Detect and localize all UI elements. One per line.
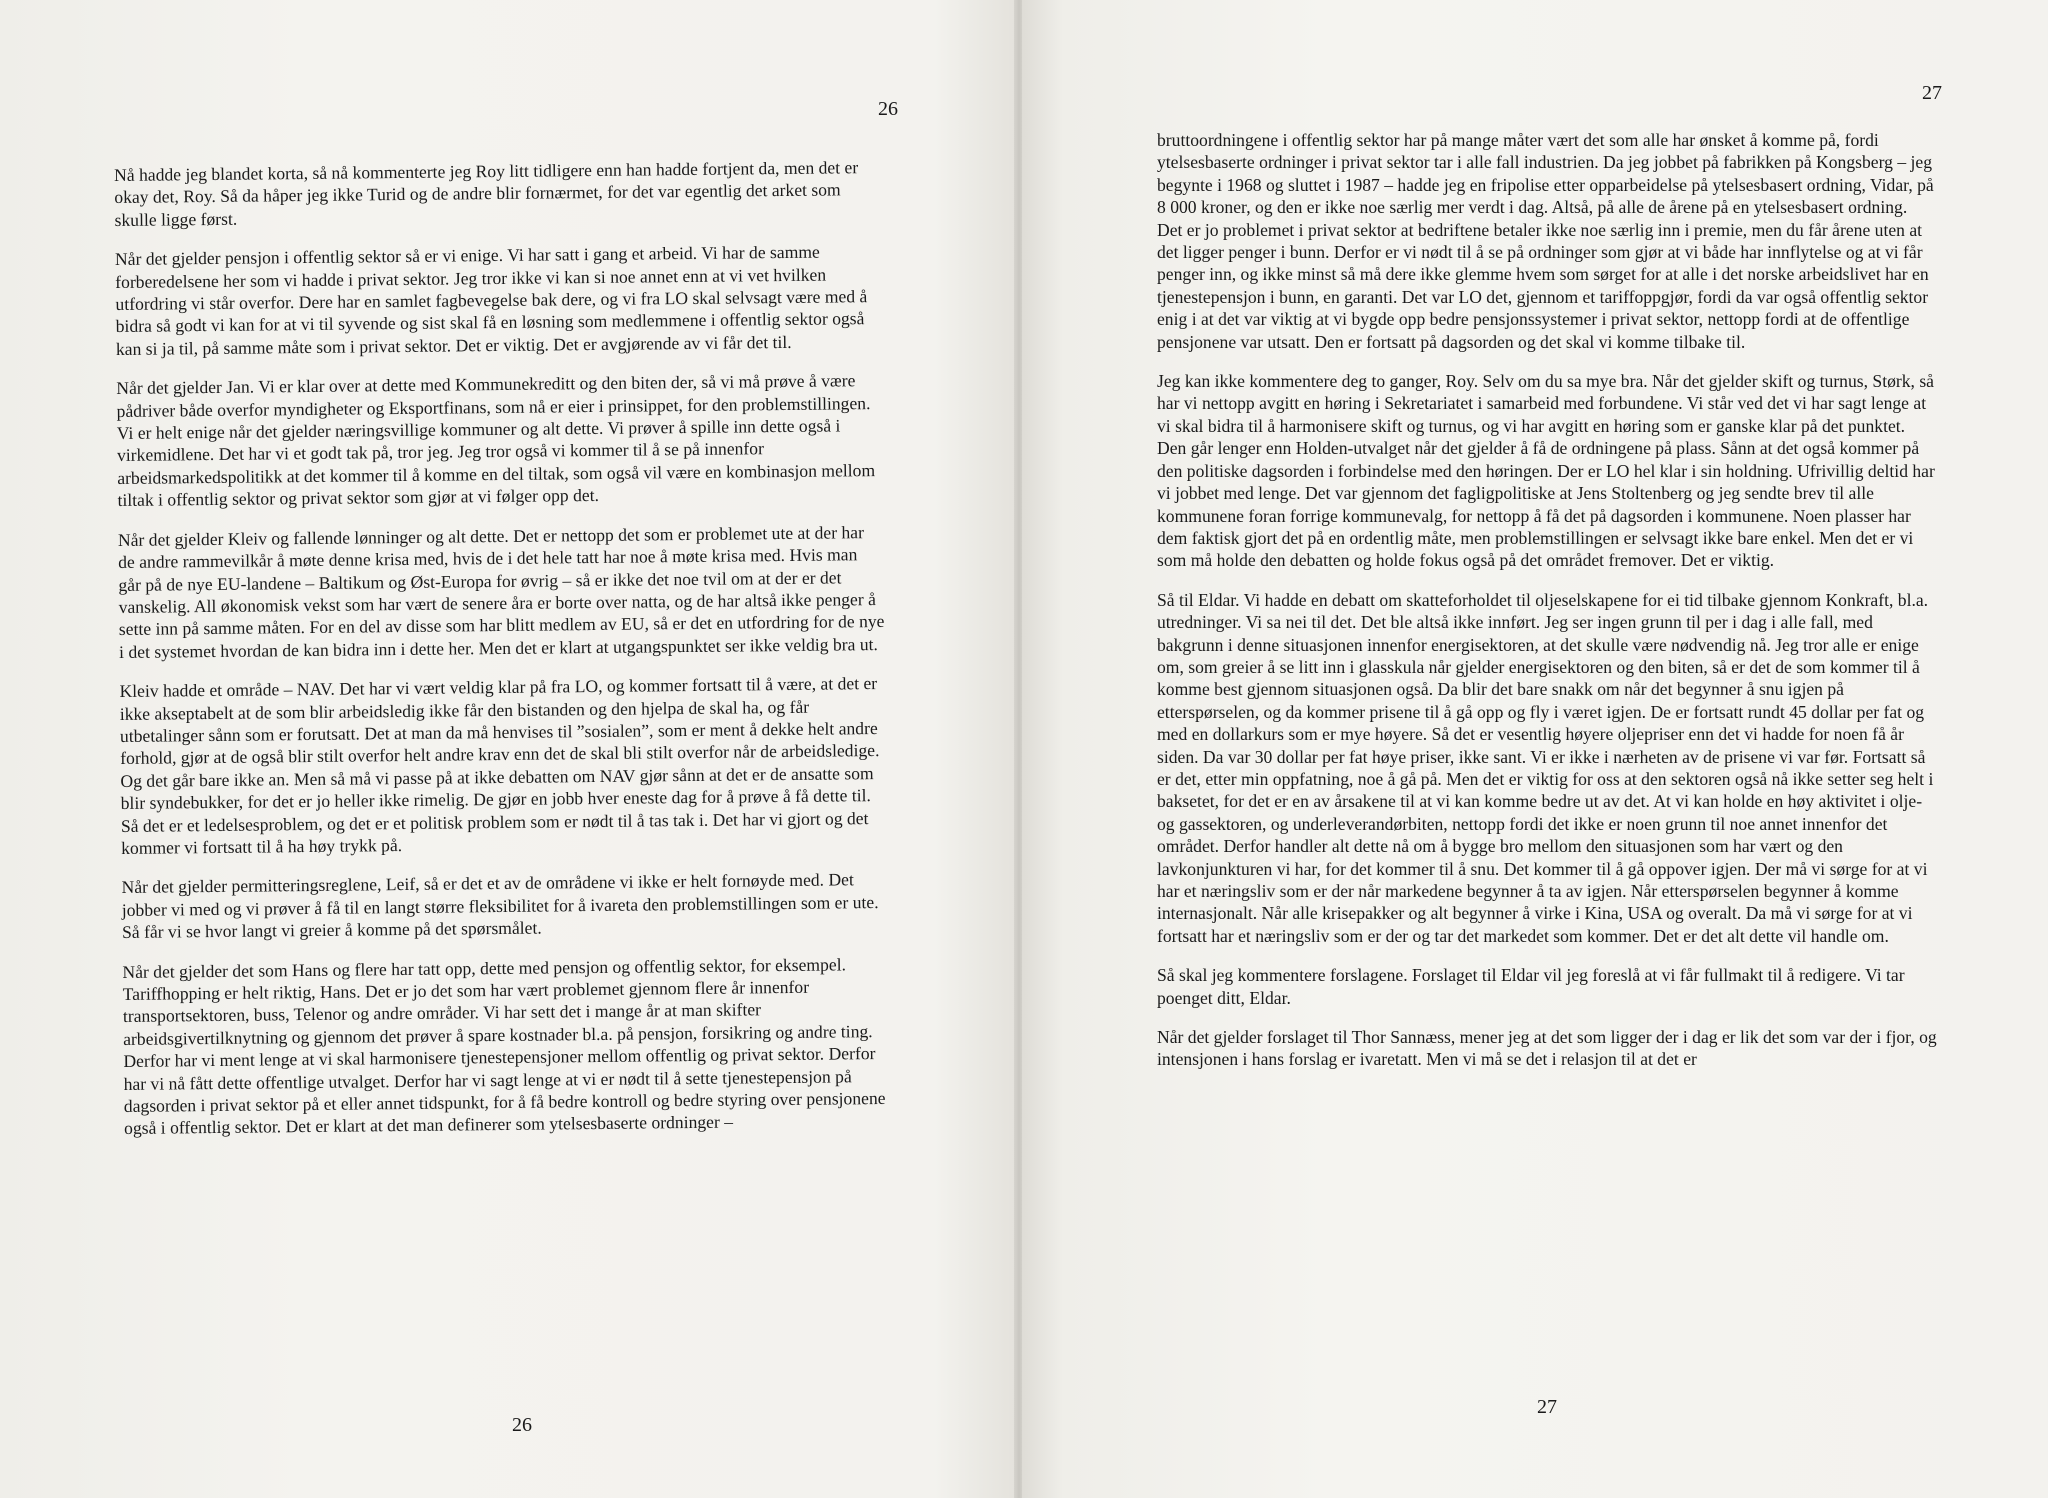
right-paragraph: Så skal jeg kommentere forslagene. Forslaget til Eldar vil jeg foreslå at vi får fullmakt til å redigere. Vi tar poenget ditt, Eldar.	[1157, 965, 1905, 1008]
right-page	[1022, 0, 2048, 1498]
right-page-header-number: 27	[1922, 82, 1942, 104]
right-page-footer-number: 27	[1537, 1396, 1557, 1418]
right-paragraph: Jeg kan ikke kommentere deg to ganger, Roy. Selv om du sa mye bra. Når det gjelder skift og turnus, Størk, så har vi nettopp avgitt en høring i Sekretariatet i samarbeid med forbundene. Vi står ved det vi har sagt lenge at vi skal bidra til å harmonisere skift og turnus, og vi har avgitt en høring som er ganske klar på det punktet. Den går lenger enn Holden-utvalget når det gjelder å få de ordningene på plass. Sånn at det også kommer på den politiske dagsorden i forbindelse med den høringen. Der er LO hel klar i sin holdning. Ufrivillig deltid har vi jobbet med lenge. Det var gjennom det fagligpolitiske at Jens Stoltenberg og jeg sendte brev til alle kommunene foran forrige kommunevalg, for nettopp å få det på dagsorden i kommunene. Noen plasser har dem faktisk gjort det på en ordentlig måte, men problemstillingen er selvsagt ikke bare enkel. Men det er vi som må holde den debatten og holde fokus også på det området fremover. Det er viktig.	[1157, 371, 1935, 571]
right-paragraph: bruttoordningene i offentlig sektor har på mange måter vært det som alle har ønsket å komme på, fordi ytelsesbaserte ordninger i privat sektor tar i alle fall industrien. Da jeg jobbet på fabrikken på Kongsberg – jeg begynte i 1968 og sluttet i 1987 – hadde jeg en fripolise etter opparbeidelse på ytelsesbasert ordning, Vidar, på 8 000 kroner, og den er ikke noe særlig mer verdt i dag. Altså, på alle de årene på en ytelsesbasert ordning. Det er jo problemet i privat sektor at bedriftene betaler ikke noe særlig inn i premie, men du får årene uten at det ligger penger i bunn. Derfor er vi nødt til å se på ordninger som gjør at vi både har innflytelse og at vi får penger inn, og ikke minst så må dere ikke glemme hvem som sørget for at alle i det norske arbeidslivet har en tjenestepensjon i bunn, en garanti. Det var LO det, gjennom et tariffoppgjør, fordi da var også offentlig sektor enig i at det var viktig at vi bygde opp bedre pensjonssystemer i privat sektor, nettopp fordi at de offentlige pensjonene var utsatt. Den er fortsatt på dagsorden og det skal vi komme tilbake til.	[1157, 130, 1934, 352]
left-paragraph: Når det gjelder det som Hans og flere har tatt opp, dette med pensjon og offentlig sektor, for eksempel. Tariffhopping er helt riktig, Hans. Det er jo det som har vært problemet gjennom flere år innenfor transportsektoren, buss, Telenor og andre områder. Vi har sett det i mange år at man skifter arbeidsgivertilknytning og gjennom det prøver å spare kostnader bl.a. på pensjon, forsikring og andre ting. Derfor har vi ment lenge at vi skal harmonisere tjenestepensjoner mellom offentlig og privat sektor. Derfor har vi nå fått dette offentlige utvalget. Derfor har vi sagt lenge at vi er nødt til å sette tjenestepensjon på dagsorden i privat sektor på et eller annet tidspunkt, for å få bedre kontroll og bedre styring over pensjonene også i offentlig sektor. Det er klart at det man definerer som ytelsesbaserte ordninger –	[122, 953, 886, 1139]
left-page	[0, 0, 1016, 1498]
left-paragraph: Når det gjelder permitteringsreglene, Leif, så er det et av de områdene vi ikke er helt fornøyde med. Det jobber vi med og vi prøver å få til en langt større fleksibilitet for å ivareta den problemstillingen som er ute. Så får vi se hvor langt vi greier å komme på det spørsmålet.	[121, 869, 879, 943]
right-page-body	[1157, 129, 1937, 1088]
left-paragraph: Nå hadde jeg blandet korta, så nå kommenterte jeg Roy litt tidligere enn han hadde fortjent da, men det er okay det, Roy. Så da håper jeg ikke Turid og de andre blir fornærmet, for det var egentlig det arket som skulle ligge først.	[114, 157, 859, 230]
left-paragraph: Når det gjelder pensjon i offentlig sektor så er vi enige. Vi har satt i gang et arbeid. Vi har de samme forberedelsene her som vi hadde i privat sektor. Jeg tror ikke vi kan si noe annet enn at vi vet hvilken utfordring vi står overfor. Dere har en samlet fagbevegelse bak dere, og vi fra LO skal selvsagt være med å bidra så godt vi kan for at vi til syvende og sist skal få en løsning som medlemmene i offentlig sektor også kan si ja til, på samme måte som i privat sektor. Det er viktig. Det er avgjørende av vi får det til.	[114, 241, 868, 359]
left-page-footer-number: 26	[512, 1414, 532, 1436]
left-paragraph: Kleiv hadde et område – NAV. Det har vi vært veldig klar på fra LO, og kommer fortsatt til å være, at det er ikke akseptabelt at de som blir arbeidsledig ikke får den bistanden og den hjelpa de skal ha, og får utbetalinger sånn som er forutsatt. Det at man da må henvises til ”sosialen”, som er ment å dekke helt andre forhold, gjør at de også blir stilt overfor helt andre krav enn det de skal bli stilt overfor når de arbeidsledige. Og det går bare ikke an. Men så må vi passe på at ikke debatten om NAV gjør sånn at det er de ansatte som blir syndebukker, for det er jo heller ikke rimelig. De gjør en jobb hver eneste dag for å prøve å få dette til. Så det er et ledelsesproblem, og det er et politisk problem som er nødt til å tas tak i. Det har vi gjort og det kommer vi fortsatt til å ha høy trykk på.	[119, 673, 880, 858]
left-paragraph: Når det gjelder Kleiv og fallende lønninger og alt dette. Det er nettopp det som er problemet ute at der har de andre rammevilkår å møte denne krisa med, hvis de i det hele tatt har noe å møte krisa med. Hvis man går på de nye EU-landene – Baltikum og Øst-Europa for øvrig – så er ikke det noe tvil om at der er det vanskelig. All økonomisk vekst som har vært de senere åra er borte over natta, og de har altså ikke penger å sette inn på samme måten. For en del av disse som har blitt medlem av EU, så er det en utfordring for de nye i det systemet hvordan de kan bidra inn i dette her. Men det er klart at utgangspunktet ser ikke veldig bra ut.	[117, 521, 885, 662]
left-paragraph: Når det gjelder Jan. Vi er klar over at dette med Kommunekreditt og den biten der, så vi må prøve å være pådriver både overfor myndigheter og Eksportfinans, som nå er eier i prinsippet, for den problemstillingen. Vi er helt enige når det gjelder næringsvillige kommuner og alt dette. Vi prøver å spille inn dette også i virkemidlene. Det har vi et godt tak på, tror jeg. Jeg tror også vi kommer til å se på innenfor arbeidsmarkedspolitikk at det kommer til å komme en del tiltak, som også vil være en kombinasjon mellom tiltak i offentlig sektor og privat sektor som gjør at vi følger opp det.	[116, 370, 876, 511]
left-page-body	[114, 156, 890, 1157]
left-page-header-number: 26	[878, 98, 898, 120]
right-paragraph: Når det gjelder forslaget til Thor Sannæss, mener jeg at det som ligger der i dag er lik det som var der i fjor, og intensjonen i hans forslag er ivaretatt. Men vi må se det i relasjon til at det er	[1157, 1027, 1937, 1070]
right-paragraph: Så til Eldar. Vi hadde en debatt om skatteforholdet til oljeselskapene for ei tid tilbake gjennom Konkraft, bl.a. utredninger. Vi sa nei til det. Det ble altså ikke innført. Jeg ser ingen grunn til per i dag i alle fall, med bakgrunn i denne situasjonen innenfor energisektoren, at det skulle være nødvendig nå. Jeg tror alle er enige om, som greier å se litt inn i glasskula når gjelder energisektoren og den biten, så er det de som kommer til å komme best gjennom situasjonen også. Da blir det bare snakk om når det begynner å snu igjen på etterspørselen, og da kommer prisene til å gå opp og fly i været igjen. De er fortsatt rundt 45 dollar per fat og med en dollarkurs som er mye høyere. Så det er vesentlig høyere oljepriser enn det vi hadde for noen få år siden. Da var 30 dollar per fat høye priser, ikke sant. Vi er ikke i nærheten av de prisene vi var før. Fortsatt så er det, etter min oppfatning, noe å gå på. Men det er viktig for oss at den sektoren også nå ikke setter seg helt i baksetet, for det er en av årsakene til at vi kan komme bedre ut av det. At vi kan holde en høy aktivitet i olje- og gassektoren, og underleverandørbiten, nettopp fordi det ikke er noen grunn til noe annet innenfor det området. Derfor handler alt dette nå om å bygge bro mellom den situasjonen som har vært og den lavkonjunkturen vi har, for det kommer til å snu. Det kommer til å gå oppover igjen. Der må vi sørge for at vi har et næringsliv som er der når markedene begynner å ta av igjen. Når etterspørselen begynner å komme internasjonalt. Når alle krisepakker og alt begynner å virke i Kina, USA og overalt. Da må vi sørge for at vi fortsatt har et næringsliv som er der og tar det markedet som kommer. Det er det alt dette vil handle om.	[1157, 589, 1934, 946]
